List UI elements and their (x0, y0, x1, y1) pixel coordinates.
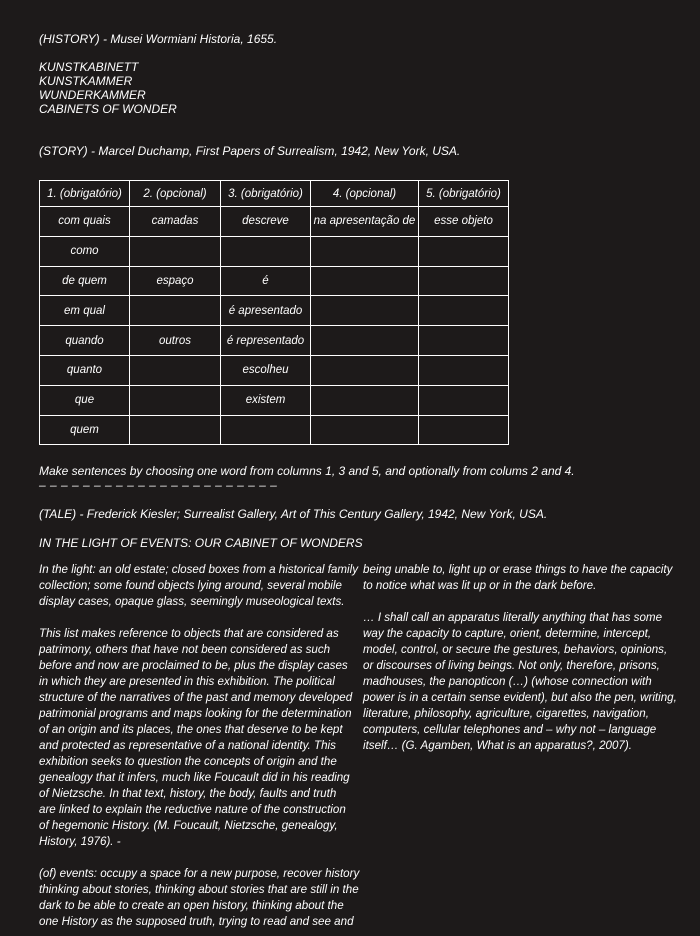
table-cell: escolheu (221, 355, 311, 385)
paragraph (39, 626, 353, 850)
table-cell: que (40, 385, 130, 415)
text-line: dark to be able to create an open history, thinking about the (39, 899, 344, 912)
table-cell (419, 266, 509, 296)
cabinet-word: WUNDERKAMMER (39, 88, 146, 102)
column-header: 5. (obrigatório) (419, 181, 509, 207)
right-text-column (363, 562, 677, 770)
text-line: computers, cellular telephones and – why not – language (363, 723, 657, 736)
table-row (40, 326, 509, 356)
table-cell (311, 355, 419, 385)
cabinet-word: KUNSTKAMMER (39, 74, 133, 88)
table-cell (130, 355, 221, 385)
text-line: display cases, opaque glass, seemingly museological texts. (39, 595, 345, 608)
table-cell (311, 236, 419, 266)
story-heading: (STORY) - Marcel Duchamp, First Papers of Surrealism, 1942, New York, USA. (39, 144, 461, 158)
table-cell: esse objeto (419, 207, 509, 237)
word-table (39, 180, 509, 445)
text-line: thinking about stories, thinking about stories that are still in the (39, 883, 359, 896)
table-row (40, 385, 509, 415)
table-cell (419, 296, 509, 326)
table-cell (130, 415, 221, 445)
table-cell (419, 355, 509, 385)
table-cell (221, 415, 311, 445)
table-cell (311, 385, 419, 415)
table-cell (311, 326, 419, 356)
column-header: 4. (opcional) (311, 181, 419, 207)
table-cell (130, 385, 221, 415)
table-cell: descreve (221, 207, 311, 237)
text-line: genealogy that it infers, much like Foucault did in his reading (39, 771, 350, 784)
paragraph (39, 866, 360, 930)
text-line: and protected as representative of a national identity. This (39, 739, 336, 752)
text-line: model, control, or secure the gestures, behaviors, opinions, (363, 643, 668, 656)
text-line: (of) events: occupy a space for a new purpose, recover history (39, 867, 360, 880)
paragraph (363, 562, 673, 594)
table-cell: é (221, 266, 311, 296)
text-line: or discourses of living beings. Not only, therefore, prisons, (363, 659, 660, 672)
text-line: power is in a certain sense evident), but also the pen, writing, (363, 691, 677, 704)
cabinet-words-list (39, 60, 177, 116)
left-text-column (39, 562, 360, 936)
table-row (40, 236, 509, 266)
dashed-divider: – – – – – – – – – – – – – – – – – – – – – – (39, 478, 278, 492)
table-cell: é representado (221, 326, 311, 356)
text-line: patrimony, others that have not been considered as such (39, 643, 331, 656)
table-cell: quando (40, 326, 130, 356)
table-cell: como (40, 236, 130, 266)
cabinet-word: KUNSTKABINETT (39, 60, 139, 74)
text-line: in which they are presented in this exhibition. The political (39, 675, 335, 688)
text-line: being unable to, light up or erase things to have the capacity (363, 563, 673, 576)
text-line: of hegemonic History. (M. Foucault, Nietzsche, genealogy, (39, 819, 338, 832)
text-line: This list makes reference to objects that are considered as (39, 627, 339, 640)
table-header-row (40, 181, 509, 207)
text-line: structure of the narratives of the past and memory developed (39, 691, 353, 704)
tale-heading: (TALE) - Frederick Kiesler; Surrealist Gallery, Art of This Century Gallery, 1942, New York, USA. (39, 507, 548, 521)
table-row (40, 266, 509, 296)
paragraph (39, 562, 358, 610)
text-line: History, 1976). - (39, 835, 121, 848)
text-line: before and now are proclaimed to be, plus the display cases (39, 659, 348, 672)
text-line: exhibition seeks to question the concepts of origin and the (39, 755, 337, 768)
text-line: madhouses, the panopticon (…) (whose connection with (363, 675, 652, 688)
table-row (40, 355, 509, 385)
history-heading: (HISTORY) - Musei Wormiani Historia, 1655. (39, 32, 278, 46)
table-cell: existem (221, 385, 311, 415)
text-line: to notice what was lit up or in the dark before. (363, 579, 597, 592)
text-line: In the light: an old estate; closed boxes from a historical family (39, 563, 358, 576)
text-line: collection; some found objects lying around, several mobile (39, 579, 342, 592)
table-cell (130, 296, 221, 326)
text-line: patrimonial programs and maps looking for the determination (39, 707, 352, 720)
column-header: 1. (obrigatório) (40, 181, 130, 207)
table-cell (419, 236, 509, 266)
table-row (40, 296, 509, 326)
column-header: 2. (opcional) (130, 181, 221, 207)
word-table-container (39, 180, 509, 445)
text-line: are linked to explain the reductive nature of the construction (39, 803, 346, 816)
table-cell: quem (40, 415, 130, 445)
table-cell (311, 415, 419, 445)
text-line: of Nietzsche. In that text, history, the body, faults and truth (39, 787, 337, 800)
light-of-events-title: IN THE LIGHT OF EVENTS: OUR CABINET OF WONDERS (39, 536, 363, 550)
table-cell: é apresentado (221, 296, 311, 326)
cabinet-word: CABINETS OF WONDER (39, 102, 177, 116)
text-line: one History as the supposed truth, trying to read and see and (39, 915, 354, 928)
instructions-text: Make sentences by choosing one word from columns 1, 3 and 5, and optionally from colums 2 and 4. (39, 464, 575, 478)
paragraph (363, 610, 677, 754)
table-cell (130, 236, 221, 266)
text-line: way the capacity to capture, orient, determine, intercept, (363, 627, 652, 640)
table-cell (419, 385, 509, 415)
table-cell: na apresentação de (311, 207, 419, 237)
table-cell (311, 296, 419, 326)
table-row (40, 415, 509, 445)
table-cell: em qual (40, 296, 130, 326)
text-line: of an origin and its places, the ones that deserve to be kept (39, 723, 343, 736)
table-row (40, 207, 509, 237)
table-cell: quanto (40, 355, 130, 385)
text-line: … I shall call an apparatus literally anything that has some (363, 611, 663, 624)
column-header: 3. (obrigatório) (221, 181, 311, 207)
table-cell: com quais (40, 207, 130, 237)
table-cell: de quem (40, 266, 130, 296)
table-cell (419, 415, 509, 445)
table-cell (419, 326, 509, 356)
text-line: literature, philosophy, agriculture, cigarettes, navigation, (363, 707, 649, 720)
table-cell: outros (130, 326, 221, 356)
table-cell (221, 236, 311, 266)
text-line: itself… (G. Agamben, What is an apparatus?, 2007). (363, 739, 632, 752)
table-cell: espaço (130, 266, 221, 296)
table-cell: camadas (130, 207, 221, 237)
table-cell (311, 266, 419, 296)
